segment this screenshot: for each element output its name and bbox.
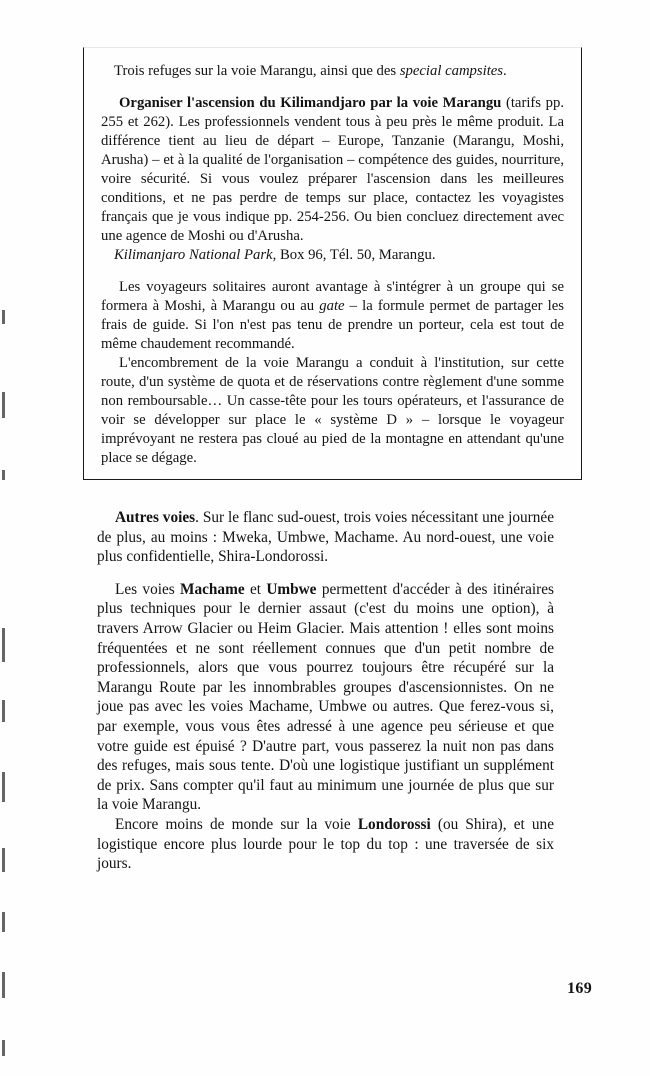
text-run-bold: Umbwe	[266, 580, 317, 598]
inset-box	[83, 47, 582, 480]
text-run: Trois refuges sur la voie Marangu, ainsi que des	[114, 63, 400, 79]
text-run-bold: Organiser l'ascension du Kilimandjaro par la voie Marangu	[119, 95, 502, 111]
scan-artifact-mark	[2, 848, 5, 872]
text-run: Les voies	[115, 580, 181, 598]
text-run: .	[503, 63, 507, 79]
text-run: , Box 96, Tél. 50, Marangu.	[272, 247, 436, 263]
main-text-column	[97, 508, 554, 874]
page-number: 169	[567, 980, 592, 997]
paragraph-machame-umbwe	[97, 580, 554, 815]
paragraph-organiser-ascension	[101, 94, 564, 246]
text-run: (tarifs pp. 255 et 262). Les professionnels vendent tous à peu près le même produit. La différence tient au lieu de départ – Europe, Tanzanie (Marangu, Moshi, Arusha) – et à la qualité de l'organisation – compétence des guides, nourriture, voire sécurité. Si vous voulez préparer l'ascension dans les meilleures conditions, et ne pas perdre de temps sur place, contactez les voyagistes français que je vous indique pp. 254-256. Ou bien concluez directement avec une agence de Moshi ou d'Arusha.	[101, 95, 564, 244]
paragraph-autres-voies	[97, 508, 554, 567]
scan-artifact-mark	[2, 772, 5, 802]
text-run-bold: Machame	[180, 580, 245, 598]
text-run: L'encombrement de la voie Marangu a conduit à l'institution, sur cette route, d'un système de quota et de réservations contre règlement d'une somme non remboursable… Un casse-tête pour les tours opérateurs, et l'assurance de voir se développer sur place le « système D » – lorsque le voyageur imprévoyant ne restera pas cloué au pied de la montagne en attendant qu'une place se dégage.	[101, 355, 564, 466]
scan-artifact-mark	[2, 1040, 5, 1056]
scan-artifact-mark	[2, 470, 5, 480]
scan-artifact-mark	[2, 700, 5, 722]
paragraph-park-address	[101, 246, 564, 265]
scan-artifact-mark	[2, 392, 5, 418]
paragraph-londorossi	[97, 815, 554, 874]
text-run: Les voyageurs solitaires auront avantage à s'intégrer à un groupe qui se formera à Moshi, à Marangu ou au	[101, 279, 564, 314]
scan-artifact-mark	[2, 628, 5, 662]
text-run-italic: special campsites	[399, 63, 504, 79]
text-run: – la formule permet de partager les frais de guide. Si l'on n'est pas tenu de prendre un porteur, cela est tout de même chaudement recommandé.	[101, 298, 564, 352]
text-run: Encore moins de monde sur la voie	[115, 815, 358, 833]
text-run-bold: Londorossi	[357, 815, 431, 833]
scan-artifact-mark	[2, 972, 5, 998]
text-run: (ou Shira), et une logistique encore plus lourde pour le top du top : une traversée de six jours.	[97, 815, 554, 873]
scan-artifact-mark	[2, 912, 5, 932]
text-run: et	[244, 580, 267, 598]
text-run: . Sur le flanc sud-ouest, trois voies nécessitant une journée de plus, au moins : Mweka, Umbwe, Machame. Au nord-ouest, une voie plus confidentielle, Shira-Londorossi.	[97, 509, 554, 566]
paragraph-intro-refuges	[101, 62, 564, 81]
scan-artifact-marks	[0, 0, 10, 1076]
text-run-italic: Kilimanjaro National Park	[114, 247, 273, 263]
paragraph-voyageurs-solitaires	[101, 278, 564, 354]
text-run-italic: gate	[319, 298, 345, 314]
text-run: permettent d'accéder à des itinéraires plus techniques pour le dernier assaut (c'est du moins une option), à travers Arrow Glacier ou Heim Glacier. Mais attention ! elles sont moins fréquentées et ne sont réellement connues que d'un petit nombre de professionnels, alors que vous pourrez toujours être récupéré sur la Marangu Route par les innombrables groupes d'ascensionnistes. On ne joue pas avec les voies Machame, Umbwe ou autres. Que ferez-vous si, par exemple, vous vous êtes adressé à une agence peu sérieuse et que votre guide est épuisé ? D'autre part, vous passerez la nuit non pas dans des refuges, mais sous tente. D'où une logistique justifiant un supplément de prix. Sans compter qu'il faut au minimum une journée de plus que sur la voie Marangu.	[97, 580, 554, 814]
text-run-bold: Autres voies	[115, 509, 196, 526]
paragraph-encombrement	[101, 354, 564, 468]
scan-artifact-mark	[2, 310, 5, 324]
